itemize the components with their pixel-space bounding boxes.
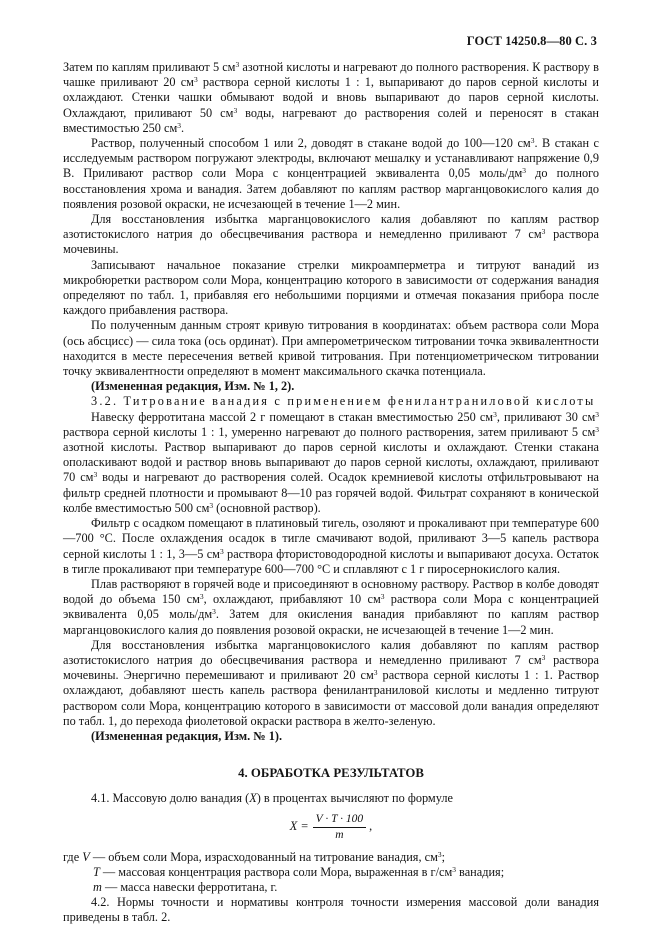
document-body (63, 60, 599, 926)
amendment-note-1: (Измененная редакция, Изм. № 1, 2). (91, 379, 295, 394)
paragraph-dissolution-continued: Затем по каплям приливают 5 $см^3$ азотной кислоты и нагревают до полного растворения. К раствору в чашке приливают 20 $см^3$ раствора серной кислоты 1 : 1, выпаривают до паров серной кислоты и охлаждают. Стенки чашки обмывают водой и вновь выпаривают до паров серной кислоты. Охлаждают, приливают 50 $см^3$ воды, нагревают до растворения солей и переносят в стакан вместимостью 250 $см^3$. (63, 60, 600, 135)
formula-denominator: m (335, 828, 344, 841)
running-header: ГОСТ 14250.8—80 С. 3 (466, 34, 597, 48)
paragraph-electrodes: Раствор, полученный способом 1 или 2, доводят в стакане водой до 100—120 $см^3$. В стакан с исследуемым раствором погружают электроды, включают мешалку и устанавливают напряжение 0,9 В. Приливают раствор соли Мора с концентрацией эквивалента 0,05 моль/$дм^3$ до полного восстановления хрома и ванадия. Затем добавляют по каплям раствор марганцовокислого калия до появления розовой окраски, не исчезающей в течение 1—2 мин. (63, 136, 599, 211)
formula-lhs: X = (289, 819, 309, 834)
paragraph-ferrotitanium-sample: Навеску ферротитана массой 2 г помещают в стакан вместимостью 250 $см^3$, приливают 30 $см^3$ раствора серной кислоты 1 : 1, умеренно нагревают до полного растворения, затем приливают 5 $см^3$ азотной кислоты. Раствор выпаривают до паров серной кислоты и охлаждают. Стенки стакана ополаскивают водой и раствор вновь выпаривают до паров серной кислоты, охлаждают, приливают 70 $см^3$ воды и нагревают до растворения солей. Осадок кремниевой кислоты отфильтровывают на фильтр средней плотности и промывают 8—10 раз горячей водой. Фильтрат сохраняют в конической колбе вместимостью 500 $см^3$ (основной раствор). (63, 409, 599, 515)
formula-fraction (313, 813, 367, 842)
formula-numerator: V · T · 100 (313, 813, 367, 828)
paragraph-melt-dissolution: Плав растворяют в горячей воде и присоединяют в основному раствору. Раствор в колбе доводят водой до объема 150 $см^3$, охлаждают, прибавляют 10 $см^3$ раствора соли Мора с концентрацией эквивалента 0,05 моль/$дм^3$. Затем для окисления ванадия прибавляют по каплям раствор марганцовокислого калия до появления розовой окраски, не исчезающей в течение 1—2 мин. (63, 576, 599, 637)
vanadium-formula: X = $\frac{V \cdot T \cdot 100}{m}$ , (289, 812, 373, 841)
subsection-3-2-title: 3.2. Титрование ванадия с применением фенилантраниловой кислоты (91, 394, 596, 409)
paragraph-4-2: 4.2. Нормы точности и нормативы контроля точности измерения массовой доли ванадия приведены в табл. 2. (63, 895, 599, 925)
formula-legend-m: m — масса навески ферротитана, г. (93, 879, 278, 894)
paragraph-reduction-excess: Для восстановления избытка марганцовокислого калия добавляют по каплям раствор азотистокислого натрия до обесцвечивания раствора и немедленно приливают 7 $см^3$ раствора мочевины. (63, 212, 599, 257)
section-4-title: 4. ОБРАБОТКА РЕЗУЛЬТАТОВ (238, 766, 424, 781)
paragraph-phenylanthranilic-titration: Для восстановления избытка марганцовокислого калия добавляют по каплям раствор азотистокислого натрия до обесцвечивания раствора и немедленно приливают 7 $см^3$ раствора мочевины. Энергично перемешивают и приливают 20 $см^3$ раствора серной кислоты 1 : 1. Раствор охлаждают, добавляют шесть капель раствора фенилантраниловой кислоты и медленно титруют раствором соли Мора, концентрацию которого в зависимости от массовой доли ванадия определяют по табл. 1, до перехода фиолетовой окраски раствора в желто-зеленую. (63, 637, 599, 728)
paragraph-titration-curve: По полученным данным строят кривую титрования в координатах: объем раствора соли Мора (ось абсцисс) — сила тока (ось ординат). При амперометрическом титровании точка эквивалентности находится в месте пересечения ветвей кривой титрования. При потенциометрическом титровании точку эквивалентности определяют в момент максимального скачка потенциала. (63, 318, 599, 379)
formula-legend-v: где V — объем соли Мора, израсходованный на титрование ванадия, $см^3$; (63, 849, 446, 864)
amendment-note-2: (Измененная редакция, Изм. № 1). (91, 728, 283, 743)
paragraph-filter-crucible: Фильтр с осадком помещают в платиновый тигель, озоляют и прокаливают при температуре 600—700 °С. После охлаждения осадок в тигле смачивают водой, приливают 3—5 капель раствора серной кислоты 1 : 1, 3—5 $см^3$ раствора фтористоводородной кислоты и выпаривают досуха. Остаток в тигле прокаливают при температуре 600—700 °С и сплавляют с 1 г пиросернокислого калия. (63, 516, 599, 576)
formula-legend-t: T — массовая концентрация раствора соли Мора, выраженная в $г/см^3$ ванадия; (93, 864, 505, 879)
paragraph-titration: Записывают начальное показание стрелки микроамперметра и титруют ванадий из микробюретки раствором соли Мора, концентрацию которого в зависимости от содержания ванадия определяют по табл. 1, прибавляя его небольшими порциями и отмечая показания прибора после каждого прибавления раствора. (63, 257, 599, 318)
paragraph-4-1: 4.1. Массовую долю ванадия (X) в процентах вычисляют по формуле (91, 791, 453, 806)
